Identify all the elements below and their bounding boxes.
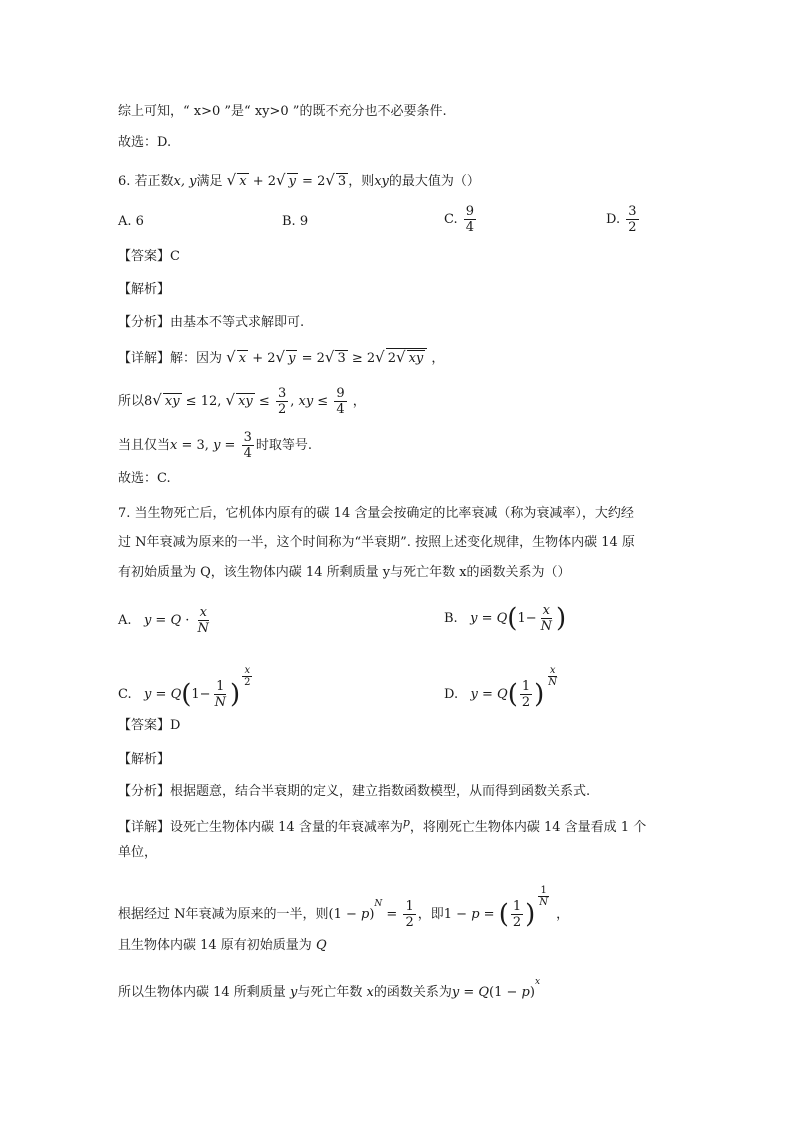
q6-option-b: B. 9 [282, 214, 309, 229]
q7-option-d: D. y = Q( $\frac{1}{2}$ ) $\frac{x}{N}$ [444, 665, 558, 710]
q7-option-a: A. y = Q · $\frac{x}{N}$ [118, 605, 209, 636]
q6-stem: 6. 若正数x, y满足 √ x + 2√ y = 2√ 3 ，则xy的最大值为（） [118, 171, 480, 189]
q7-answer: 【答案】D [118, 718, 181, 733]
q7-line3: 有初始质量为 Q，该生物体内碳 14 所剩质量 y与死亡年数 x的函数关系为（） [118, 565, 571, 580]
q7-genju: 根据经过 N年衰减为原来的一半，则$(1 - p)^N$ = $\frac{1}{2}$ ，即1 − p = ( $\frac{1}{2}$ ) $\frac{1}{N}$ ， [118, 885, 570, 930]
q7-line1: 7. 当生物死亡后，它机体内原有的碳 14 含量会按确定的比率衰减（称为衰减率），大约经 [118, 506, 634, 521]
q6-option-c: C. $\frac{9}{4}$ [444, 204, 475, 235]
q6-dangqie: 当且仅当x = 3, y = $\frac{3}{4}$ 时取等号. [118, 430, 313, 461]
q6-fenxi: 【分析】由基本不等式求解即可. [118, 315, 305, 330]
q7-xiangjie: 【详解】设死亡生物体内碳 14 含量的年衰减率为$^p$，将刚死亡生物体内碳 14 含量看成 1 个 [118, 816, 647, 835]
q6-option-d: D. $\frac{3}{2}$ [606, 204, 637, 235]
q7-fenxi: 【分析】根据题意，结合半衰期的定义，建立指数函数模型，从而得到函数关系式. [118, 784, 591, 799]
q6-analysis-title: 【解析】 [118, 282, 171, 297]
q6-xiangjie: 【详解】解：因为 √ x + 2√ y = 2√ 3 ≥ 2√ 2√ xy ， [118, 348, 445, 366]
q7-option-b: B. y = Q(1− $\frac{x}{N}$ ) [444, 603, 567, 634]
q7-suoyi: 所以生物体内碳 14 所剩质量 y与死亡年数 x的函数关系为$y = Q(1 - p)^x$ [118, 977, 541, 1000]
q7-analysis-title: 【解析】 [118, 752, 171, 767]
q6-suoyi: 所以8√ xy ≤ 12, √ xy ≤ $\frac{3}{2}$ , xy ≤ $\frac{9}{4}$ ， [118, 386, 366, 417]
q7-qie: 且生物体内碳 14 原有初始质量为 Q [118, 938, 327, 953]
conclusion-line: 综上可知，“ x>0 ”是“ xy>0 ”的既不充分也不必要条件. [118, 104, 447, 119]
q6-option-a: A. 6 [118, 214, 144, 229]
choice-line: 故选：D. [118, 135, 172, 150]
q7-danwei: 单位， [118, 845, 158, 860]
q6-answer: 【答案】C [118, 249, 180, 264]
q6-guxuan: 故选：C. [118, 471, 171, 486]
q7-option-c: C. y = Q(1− $\frac{1}{N}$ ) $\frac{x}{2}$ [118, 665, 251, 710]
q7-line2: 过 N年衰减为原来的一半，这个时间称为“半衰期”. 按照上述变化规律，生物体内碳 14 原 [118, 535, 635, 550]
